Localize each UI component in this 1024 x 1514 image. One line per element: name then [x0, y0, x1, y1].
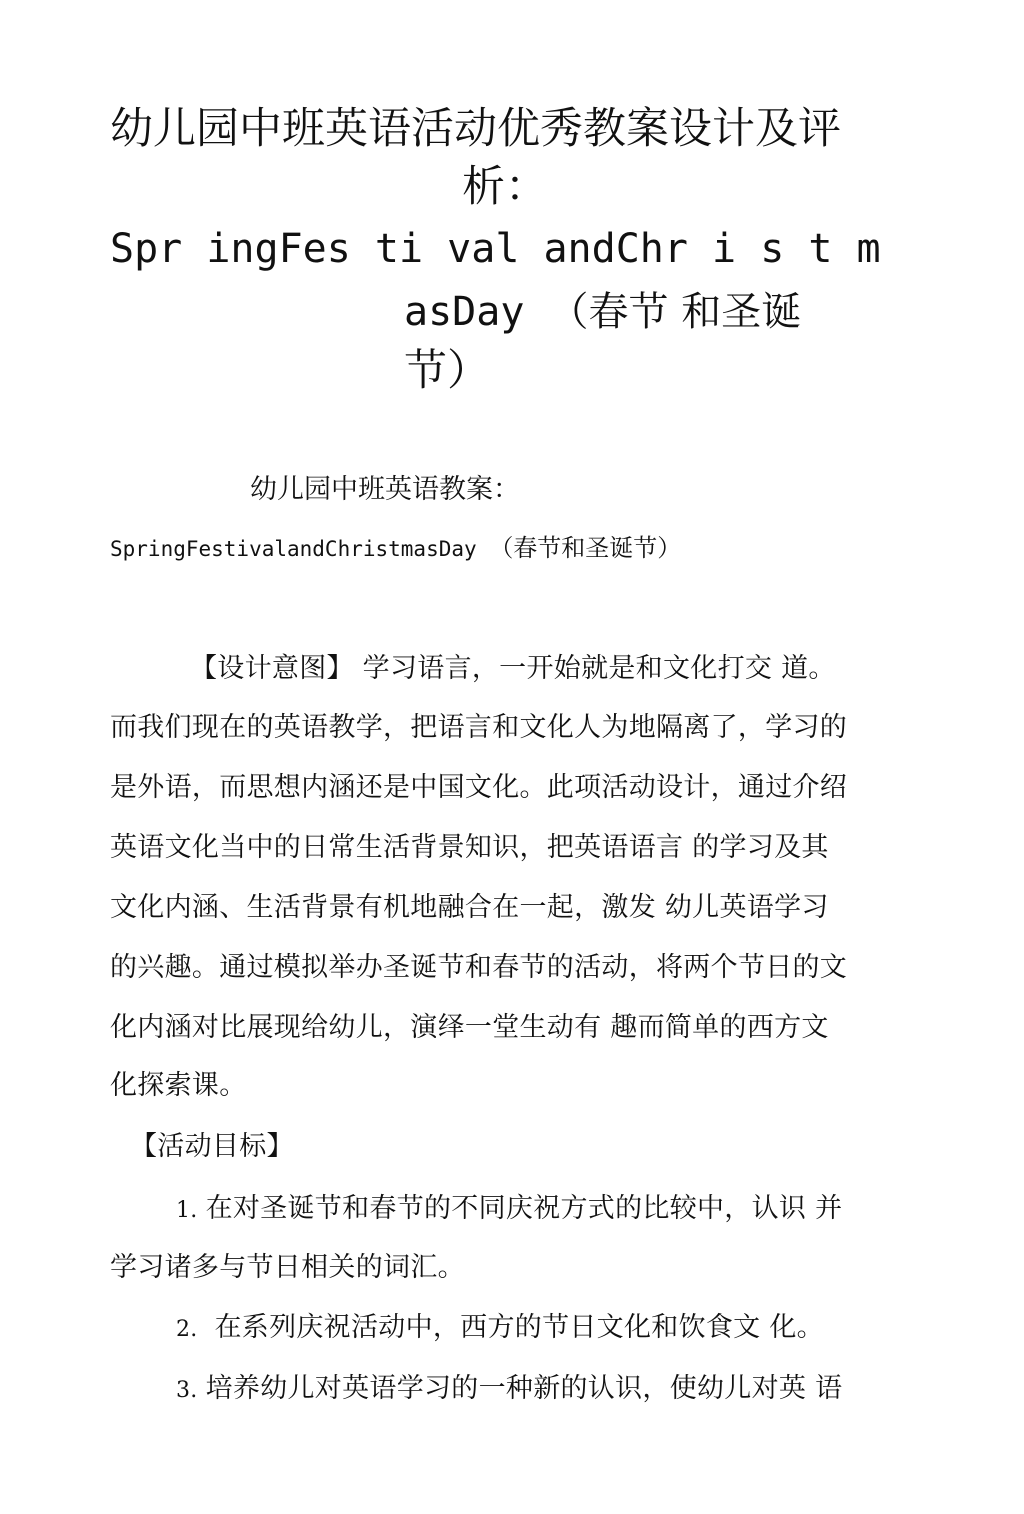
goal-item-1-continued: 学习诸多与节日相关的词汇。 — [110, 1252, 465, 1283]
goal-text: 在对圣诞节和春节的不同庆祝方式的比较中，认识 并 — [205, 1193, 843, 1224]
paragraph-line: 化内涵对比展现给幼儿，演绎一堂生动有 趣而简单的西方文 — [110, 1012, 829, 1043]
paragraph-line: 的兴趣。通过模拟举办圣诞节和春节的活动，将两个节日的文 — [110, 952, 848, 983]
paragraph-line: 英语文化当中的日常生活背景知识，把英语语言 的学习及其 — [110, 832, 829, 863]
paragraph-line: 文化内涵、生活背景有机地融合在一起，激发 幼儿英语学习 — [110, 892, 829, 923]
paragraph-line: 化探索课。 — [110, 1070, 247, 1101]
paragraph-line: 【设计意图】 学习语言，一开始就是和文化打交 道。 — [190, 653, 836, 684]
subtitle-line-2 — [110, 536, 681, 560]
goal-number: 3. — [176, 1378, 198, 1403]
title-line-5: 节） — [404, 346, 490, 396]
paragraph-line: 而我们现在的英语教学，把语言和文化人为地隔离了，学习的 — [110, 712, 848, 743]
goal-item-2 — [176, 1314, 824, 1341]
paragraph-line: 是外语，而思想内涵还是中国文化。此项活动设计，通过介绍 — [110, 772, 848, 803]
goal-item-1 — [176, 1195, 842, 1222]
goal-number: 2. — [176, 1317, 198, 1342]
goals-heading: 【活动目标】 — [130, 1131, 294, 1162]
subtitle-line-1: 幼儿园中班英语教案： — [250, 474, 520, 505]
title-line-1: 幼儿园中班英语活动优秀教案设计及评 — [110, 104, 841, 154]
title-line-2: 析： — [462, 162, 548, 212]
title-line-4 — [404, 289, 802, 335]
goal-text: 培养幼儿对英语学习的一种新的认识，使幼儿对英 语 — [205, 1373, 843, 1404]
title-line-3: Spr ingFes ti val andChr i s t m — [110, 226, 881, 272]
title-line-4-cn: （春节 和圣诞 — [548, 289, 802, 335]
goal-text: 在系列庆祝活动中，西方的节日文化和饮食文 化。 — [205, 1312, 824, 1343]
subtitle-line-2-en: SpringFestivalandChristmasDay — [110, 537, 477, 561]
title-line-4-en: asDay — [404, 289, 525, 335]
goal-item-3 — [176, 1375, 842, 1402]
goal-number: 1. — [176, 1198, 198, 1223]
subtitle-line-2-cn: （春节和圣诞节） — [489, 534, 682, 562]
